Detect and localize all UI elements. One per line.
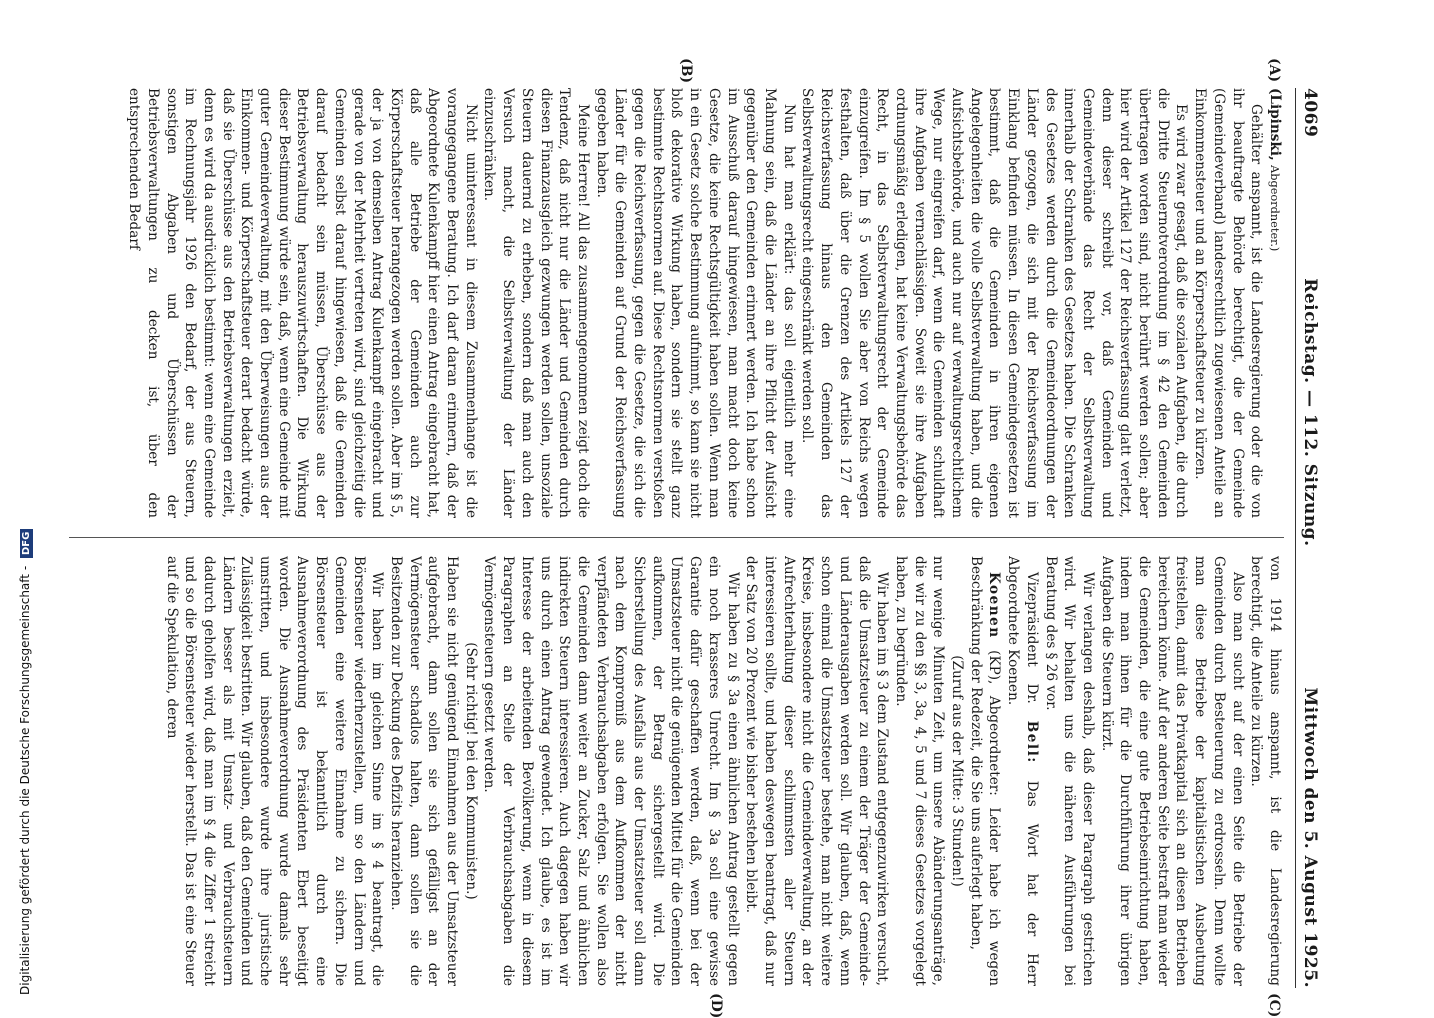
paragraph: Haben sie nicht genügend Einnahmen aus der Umsatzsteuer aufgebracht, dann sollen sie sich gefälligst an der Vermögensteuer schadlos halten, dann sollen sie die Besitzenden zur Deckung des Defizits heranziehen. — [387, 556, 461, 986]
vp-text: Das Wort hat der Herr Abgeordnete Koenen. — [1005, 556, 1040, 986]
rotated-page — [54, 58, 1324, 1018]
speaker-role: Abgeordneter.) — [1268, 165, 1282, 252]
header-title: Reichstag. — 112. Sitzung. — [1300, 278, 1320, 547]
paragraph: Nicht uninteressant in diesem Zusammenhange ist die vorangegangene Beratung. Ich darf daran erinnern, daß der Abgeordnete Kulenkampff hier einen Antrag eingebracht hat, daß alle Betriebe der Gemeinden auch zur Körperschaftsteuer herangezogen werden sollen. Aber im § 5, der ja von demselben Antrag Kulenkampff eingebracht und gerade von der Mehrheit vertreten wird, sind gleichzeitig die Gemeinden selbst darauf hingewiesen, daß die Gemeinden darauf bedacht sein müssen, Überschüsse aus der Betriebsverwaltung herauszuwirtschaften. Die Wirkung dieser Bestimmung würde sein, daß, wenn eine Gemeinde mit guter Gemeindeverwaltung, mit den Überweisungen aus der Einkommen- und Körperschaftsteuer derart bedacht würde, daß sie Überschüsse aus den Betriebsverwaltungen erzielt, denn es wird da ausdrücklich bestimmt: wenn eine Gemeinde im Rechnungsjahr 1926 den Bedarf, der aus Steuern, sonstigen Abgaben und Überschüssen der Betriebsverwaltungen zu decken ist, über den entsprechenden Bedarf — [126, 88, 479, 518]
margin-mark-d: (D) — [708, 993, 724, 1018]
interjection: (Sehr richtig! bei den Kommunisten.) — [462, 642, 479, 900]
footer-credit — [18, 529, 33, 995]
koenen-name: Koenen — [986, 572, 1003, 639]
footer-text: Digitalisierung gefördert durch die Deutsche Forschungsgemeinschaft - — [18, 565, 32, 995]
paragraph: Also man sucht auf der einen Seite die Betriebe der Gemeinden durch Besteuerung zu erdrosseln. Denn wollte man diese Betriebe der kapitalistischen Ausbeutung freistellen, damit das Privatkapital sich an diesen Betrieben bereichern könne. Auf der anderen Seite bestraft man wieder die Gemeinden, die eine gute Betriebseinrichtung haben, indem man ihnen für die Durchführung ihrer übrigen Aufgaben die Steuern kürzt. — [1098, 556, 1246, 986]
right-column — [64, 556, 1284, 986]
vp-line — [1003, 556, 1040, 986]
paragraph: nur wenige Minuten Zeit, um unsere Abänderungsanträge, die wir zu den §§ 3, 3a, 4, 5 und 7 dieses Gesetzes vorgelegt haben, zu begründen. — [892, 556, 947, 986]
paragraph: von 1914 hinaus anspannt, ist die Landesregierung berechtigt, die Anteile zu kürzen. — [1248, 556, 1283, 986]
interjection: (Zuruf aus der Mitte: 3 Stunden!) — [949, 655, 966, 887]
column-divider — [69, 537, 1284, 538]
paragraph: Wir haben im § 3 dem Zustand entgegenzuwirken versucht, daß die Umsatzsteuer zu einem der Träger der Gemeinde- und Länderausgaben werden soll. Wir glauben, daß, wenn schon einmal die Umsatzsteuer bestehe, man nicht weitere Kreise, insbesondere nicht die Gemeindeverwaltung, an der Aufrechterhaltung dieser schlimmsten aller Steuern interessieren sollte, und haben deswegen beantragt, daß nur der Satz von 20 Prozent wie bisher bestehen bleibt. — [743, 556, 891, 986]
koenen-text: (KP), Abgeordneter: Leider habe ich wegen Beschränkung der Redezeit, die Sie uns auferlegt haben, — [967, 556, 1003, 986]
margin-mark-b: (B) — [678, 58, 694, 84]
vp-name: Bell: — [1023, 720, 1040, 764]
vp-intro: Vizepräsident Dr. — [1023, 572, 1040, 704]
margin-mark-a: (A) — [1266, 58, 1282, 83]
speaker-name: (Lipinski, — [1267, 88, 1283, 161]
page-header — [1295, 88, 1324, 988]
paragraph: Es wird zwar gesagt, daß die sozialen Aufgaben, die durch die Dritte Steuernotverordnung im § 42 den Gemeinden übertragen worden sind, nicht berührt werden sollen; aber hier wird der Artikel 127 der Reichsverfassung glatt verletzt, denn dieser schreibt vor, daß Gemeinden und Gemeindeverbände das Recht der Selbstverwaltung innerhalb der Schranken des Gesetzes haben. Die Schranken des Gesetzes werden durch die Gemeindeordnungen der Länder gezogen, die sich mit der Reichsverfassung im Einklang befinden müssen. In diesen Gemeindegesetzen ist bestimmt, daß die Gemeinden in ihren eigenen Angelegenheiten die volle Selbstverwaltung haben, und die Aufsichtsbehörde, und auch nur auf verwaltungsrechtlichem Wege, nur eingreifen darf, wenn die Gemeinden schuldhaft ihre Aufgaben vernachlässigen. Soweit sie ihre Aufgaben ordnungsmäßig erledigen, hat keine Verwaltungsbehörde das Recht, in das Selbstverwaltungsrecht der Gemeinde einzugreifen. Im § 5 wollen Sie aber von Reichs wegen festhalten, daß über die Grenzen des Artikels 127 der Reichsverfassung hinaus den Gemeinden das Selbstverwaltungsrecht eingeschränkt werden soll. — [799, 88, 1190, 518]
footer-strip — [0, 0, 32, 1000]
paragraph: Nun hat man erklärt: das soll eigentlich mehr eine Mahnung sein, daß die Länder an ihre Pflicht der Aufsicht gegenüber den Gemeinden erinnert werden. Ich habe schon im Ausschuß darauf hingewiesen, man macht doch keine Gesetze, die keine Rechtsgültigkeit haben sollen. Wenn man in ein Gesetz solche Bestimmung aufnimmt, so kann sie nicht bloß dekorative Wirkung haben, sondern sie stellt ganz bestimmte Rechtsnormen auf. Diese Rechtsnormen verstoßen gegen die Reichsverfassung, gegen die Gesetze, die sich die Länder für die Gemeinden auf Grund der Reichsverfassung gegeben haben. — [593, 88, 797, 518]
koenen-line — [966, 556, 1003, 986]
paragraph: Wir verlangen deshalb, daß dieser Paragraph gestrichen wird. Wir behalten uns die näheren Ausführungen bei Beratung des § 26 vor. — [1042, 556, 1096, 986]
page-number: 4069 — [1300, 88, 1320, 138]
paragraph: Wir haben zu § 3a einen ähnlichen Antrag gestellt gegen ein noch krasseres Unrecht. Im § 3a soll eine gewisse Garantie dafür geschaffen werden, daß, wenn bei der Umsatzsteuer nicht die genügenden Mittel für die Gemeinden aufkommen, der Betrag sichergestellt wird. Die Sicherstellung des Ausfalls aus der Umsatzsteuer soll dann nach dem Kompromiß aus dem Aufkommen der nicht verpfändeten Verbrauchsabgaben erfolgen. Sie wollen also die Gemeinden dann weiter an Zucker, Salz und ähnlichen indirekten Steuern interessieren. Auch dagegen haben wir uns durch einen Antrag gewendet. Ich glaube, es ist im Interesse der arbeitenden Bevölkerung, wenn in diesem Paragraphen an Stelle der Verbrauchsabgaben die Vermögensteuern gesetzt werden. — [481, 556, 741, 986]
speaker-line — [1265, 88, 1284, 518]
margin-mark-c: (C) — [1266, 993, 1282, 1018]
dfg-logo: DFG — [20, 529, 33, 558]
left-column — [64, 88, 1284, 518]
paragraph: Wir haben im gleichen Sinne im § 4 beantragt, die Börsensteuer wiederherzustellen, um so den Ländern und Gemeinden eine weitere Einnahme zu sichern. Die Börsensteuer ist bekanntlich durch eine Ausnahmeverordnung des Präsidenten Ebert beseitigt worden. Die Ausnahmeverordnung wurde damals sehr umstritten, und insbesondere wurde ihre juristische Zulässigkeit bestritten. Wir glauben, daß den Gemeinden und Ländern besser als mit Umsatz- und Verbrauchsteuern dadurch geholfen wird, daß man im § 4 die Ziffer 1 streicht und so die Börsensteuer wieder herstellt. Das ist eine Steuer auf die Spekulation, deren — [163, 556, 386, 986]
header-date: Mittwoch den 5. August 1925. — [1300, 687, 1320, 988]
paragraph: Gehälter anspannt, ist die Landesregierung oder die von ihr beauftragte Behörde berechtigt, die der Gemeinde (Gemeindeverband) landesrechtlich zugewiesenen Anteile an Einkommensteuer und an Körperschaftsteuer zu kürzen. — [1192, 88, 1265, 518]
paragraph: Meine Herren! All das zusammengenommen zeigt doch die Tendenz, daß nicht nur die Länder und Gemeinden durch diesen Finanzausgleich gezwungen werden sollen, unsoziale Steuern dauernd zu erheben, sondern daß man auch den Versuch macht, die Selbstverwaltung der Länder einzuschränken. — [481, 88, 591, 518]
